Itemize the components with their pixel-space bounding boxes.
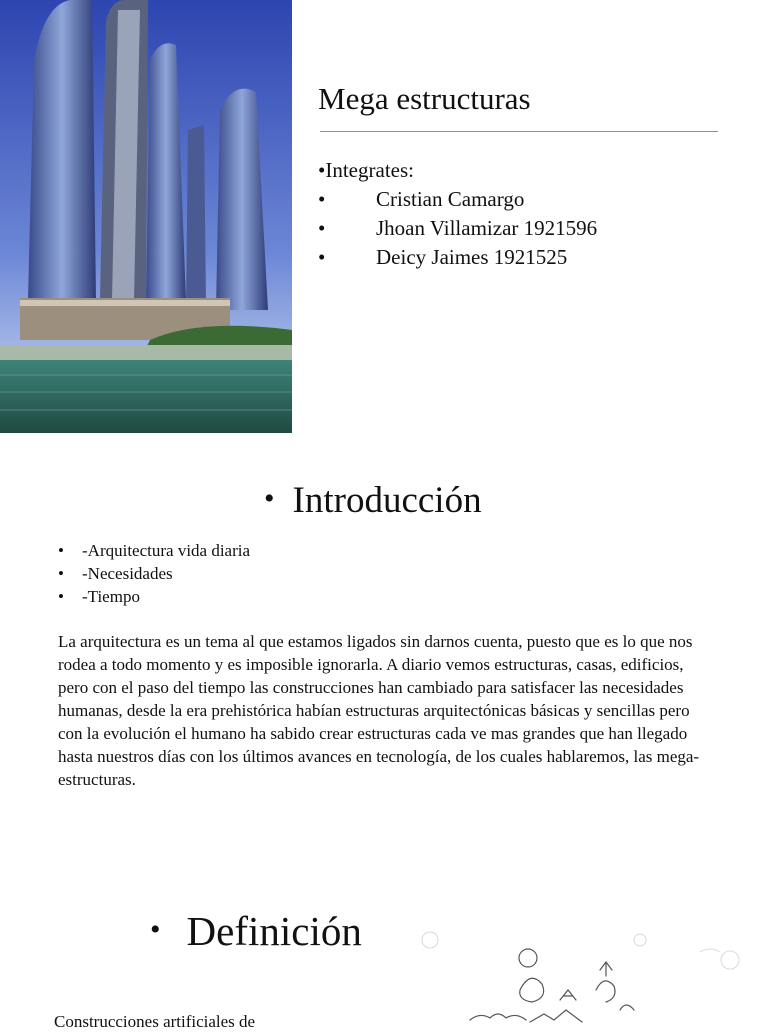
title-block [318, 80, 718, 118]
bullet-icon: • [264, 482, 275, 515]
bullet-icon: • [150, 913, 161, 946]
intro-heading-text: Introducción [292, 480, 482, 521]
members-section [318, 156, 597, 272]
definition-heading [150, 906, 362, 955]
members-heading: •Integrates: [318, 158, 414, 182]
members-list [318, 185, 597, 272]
skyscraper-photo [0, 0, 292, 433]
list-item: • Cristian Camargo [318, 185, 597, 214]
intro-heading [264, 478, 482, 522]
definition-text: Construcciones artificiales de [54, 1012, 256, 1031]
list-item: • -Arquitectura vida diaria [58, 539, 250, 562]
definition-heading-text: Definición [186, 908, 362, 954]
cityscape-sketch-illustration [400, 930, 768, 1024]
list-item: • -Necesidades [58, 562, 250, 585]
presentation-title: Mega estructuras [318, 81, 531, 116]
title-divider [320, 131, 718, 132]
list-item: • -Tiempo [58, 585, 250, 608]
intro-paragraph: La arquitectura es un tema al que estamos ligados sin darnos cuenta, puesto que es lo que nos rodea a todo momento y es imposible ignorarla. A diario vemos estructuras, casas, edificios, pero con el paso del tiempo las construcciones han cambiado para satisfacer las necesidades humanas, desde la era prehistórica habían estructuras arquitectónicas básicas y sencillas pero con la evolución el humano ha sabido crear estructuras cada ve mas grandes que han llegado hasta nuestros días con los últimos avances en tecnología, de los cuales hablaremos, las mega-estructuras. [58, 632, 700, 789]
list-item: • Deicy Jaimes 1921525 [318, 243, 597, 272]
intro-points [58, 539, 250, 608]
list-item: • Jhoan Villamizar 1921596 [318, 214, 597, 243]
